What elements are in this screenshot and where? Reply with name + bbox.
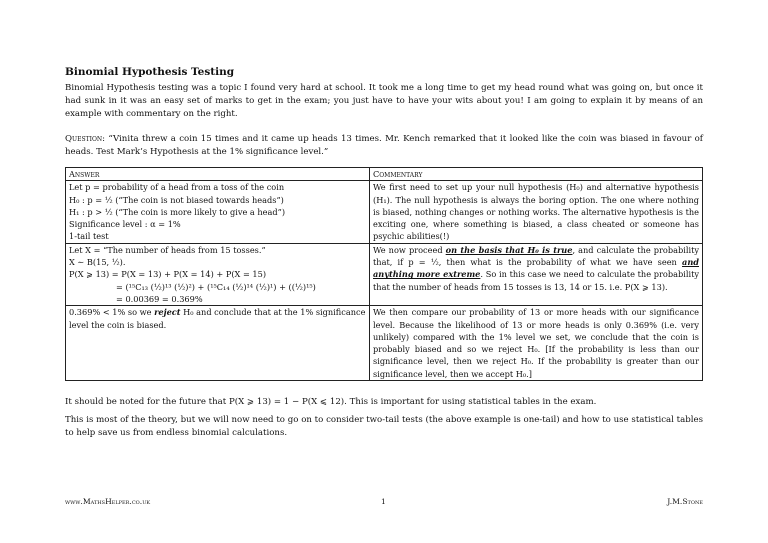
question-paragraph (65, 133, 703, 159)
answer-line: Let p = probability of a head from a toss of the coin (69, 182, 285, 193)
footer-website: www.MathsHelper.co.uk (65, 497, 151, 506)
answer-cell-hypotheses (66, 181, 370, 243)
page-title: Binomial Hypothesis Testing (65, 66, 235, 78)
answer-line: = 0.00369 = 0.369% (116, 293, 203, 304)
answer-line: 1-tail test (69, 231, 109, 242)
commentary-text: . So in this case we need to calculate the probability that the number of heads from 15 tosses is 13, 14 or 15. i.e. P(X ⩾ 13). (373, 269, 699, 292)
answer-line: P(X ⩾ 13) = P(X = 13) + P(X = 14) + P(X = 15) (69, 269, 267, 280)
commentary-text: , and calculate the probability that, if p = ½, then what is the probability of what we have seen (373, 244, 699, 268)
commentary-cell-conclusion: We then compare our probability of 13 or more heads with our significance level. Because the likelihood of 13 or more heads is only 0.369% (i.e. very unlikely) compared with the 1% level we set, we conclude that the coin is probably biased and so we reject H₀. [If the probability is less than our significance level, then we reject H₀. If the probability is greater than our significance level, then we accept H₀.] (370, 306, 703, 381)
question-text: “Vinita threw a coin 15 times and it came up heads 13 times. Mr. Kench remarked that it looked like the coin was biased in favour of heads. Test Mark’s Hypothesis at the 1% significance level.” (65, 134, 703, 158)
table-header-row (66, 168, 703, 181)
note-paragraph: It should be noted for the future that P(X ⩾ 13) = 1 − P(X ⩽ 12). This is important for using statistical tables in the exam. (65, 397, 597, 407)
answer-line: = (¹⁵C₁₃ (½)¹³ (½)²) + (¹⁵C₁₄ (½)¹⁴ (½)¹) + ((½)¹⁵) (116, 281, 316, 292)
answer-line: Significance level : α = 1% (69, 219, 181, 230)
commentary-emphasis: on the basis that H₀ is true (445, 244, 573, 255)
page-number: 1 (381, 497, 386, 506)
answer-line: H₁ : p > ½ (“The coin is more likely to give a head”) (69, 206, 286, 217)
commentary-emphasis: and anything more extreme (373, 257, 699, 280)
answer-line: Let X = “The number of heads from 15 tosses.” (69, 244, 266, 255)
table-row (66, 181, 703, 243)
commentary-cell-hypotheses: We first need to set up your null hypothesis (H₀) and alternative hypothesis (H₁). The null hypothesis is always the boring option. The one where nothing is biased, nothing changes or nothing works. The alternative hypothesis is the exciting one, where something is biased, a class cheated or someone has psychic abilities(!) (370, 181, 703, 243)
table-row (66, 306, 703, 381)
commentary-text: We now proceed (373, 244, 446, 255)
note-paragraph: This is most of the theory, but we will now need to go on to consider two-tail tests (the above example is one-tail) and how to use statistical tables to help save us from endless binomial calculations. (65, 415, 703, 438)
intro-paragraph: Binomial Hypothesis testing was a topic I found very hard at school. It took me a long time to get my head round what was going on, but once it had sunk in it was an easy set of marks to get in the exam; you just have to have your wits about you! I am going to explain it by means of an example with commentary on the right. (65, 83, 703, 120)
answer-commentary-table (65, 167, 703, 381)
question-label: Question: (65, 134, 106, 144)
answer-line: H₀ : p = ½ (“The coin is not biased towards heads”) (69, 194, 284, 205)
answer-emphasis: reject (154, 307, 181, 318)
answer-header: Answer (66, 168, 370, 181)
table-row (66, 243, 703, 305)
commentary-cell-calculation (370, 243, 703, 305)
answer-text: 0.369% < 1% so we (69, 307, 155, 318)
commentary-header: Commentary (370, 168, 703, 181)
answer-cell-calculation (66, 243, 370, 305)
answer-line: X ∼ B(15, ½). (69, 257, 126, 268)
footer-author: J.M.Stone (667, 497, 703, 506)
answer-cell-conclusion (66, 306, 370, 381)
answer-text: H₀ and conclude that at the 1% significance level the coin is biased. (69, 307, 366, 330)
